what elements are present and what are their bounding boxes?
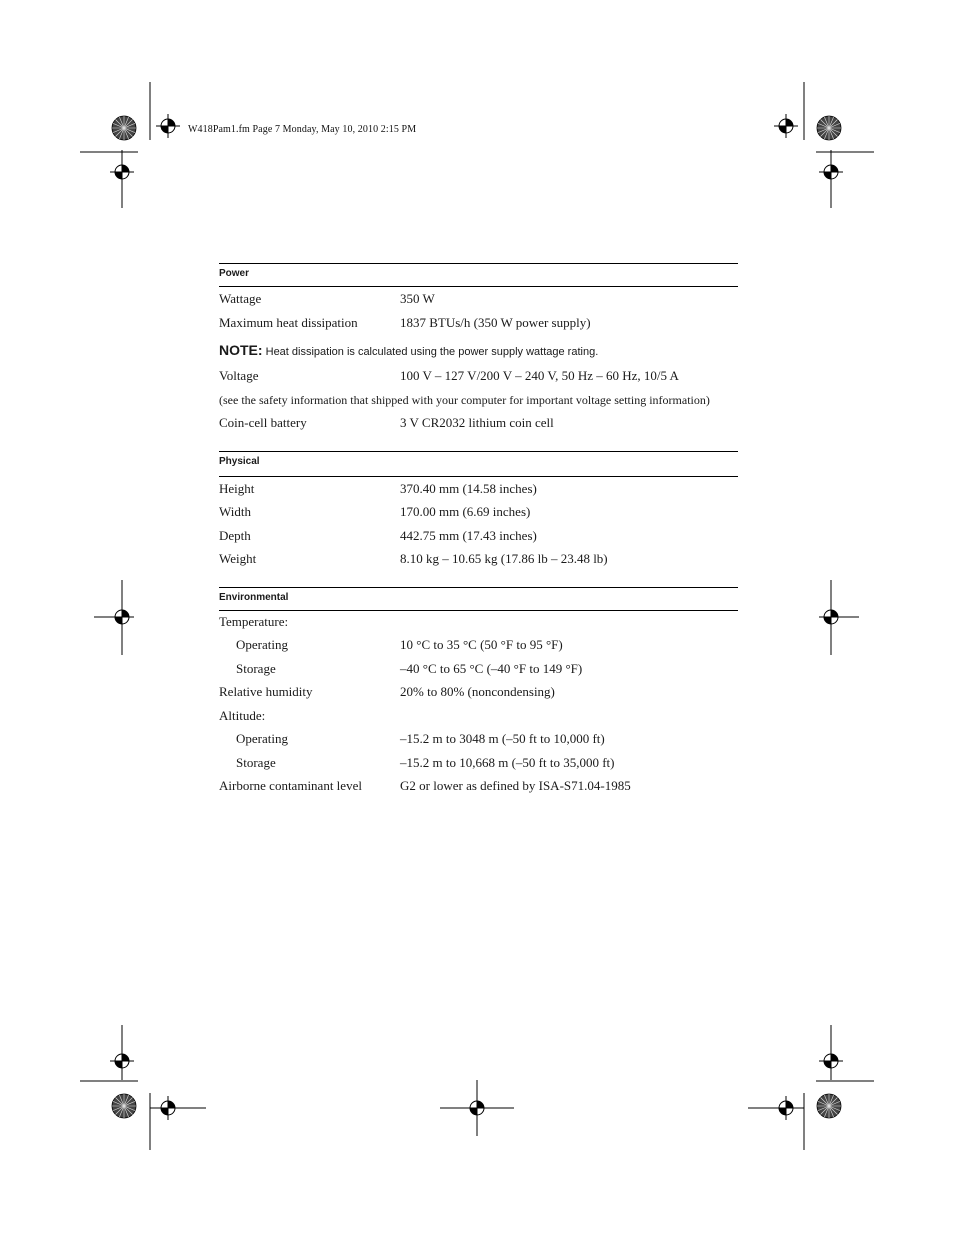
spec-row-height (219, 479, 738, 503)
spec-value: 170.00 mm (6.69 inches) (400, 504, 531, 519)
note-label: NOTE: (219, 342, 263, 358)
spec-value: 442.75 mm (17.43 inches) (400, 527, 537, 543)
spec-label: Coin-cell battery (219, 415, 307, 430)
power-section-title: Power (219, 263, 738, 287)
spec-value: G2 or lower as defined by ISA-S71.04-1985 (400, 778, 631, 793)
spec-label: Temperature: (219, 613, 289, 629)
spec-value: 8.10 kg – 10.65 kg (17.86 lb – 23.48 lb) (400, 551, 608, 566)
file-header: W418Pam1.fm Page 7 Monday, May 10, 2010 2:15 PM (188, 124, 417, 135)
specifications-table (219, 263, 738, 800)
spec-row-heat-dissipation (219, 313, 738, 337)
spec-value: 1837 BTUs/h (350 W power supply) (400, 314, 591, 330)
spec-row-temperature (219, 612, 738, 636)
voltage-safety-note: (see the safety information that shipped with your computer for important voltage setting information) (219, 392, 710, 407)
spec-label: Maximum heat dissipation (219, 314, 358, 330)
spec-row-weight (219, 549, 738, 573)
spec-value: 10 °C to 35 °C (50 °F to 95 °F) (400, 637, 563, 652)
spec-row-altitude-operating (219, 729, 738, 753)
spec-label: Storage (236, 754, 276, 770)
spec-row-relative-humidity (219, 682, 738, 706)
spec-value: 20% to 80% (noncondensing) (400, 684, 555, 699)
power-section (219, 263, 738, 437)
crop-mark-top-left (80, 82, 180, 208)
spec-row-altitude-storage (219, 753, 738, 777)
spec-row-altitude (219, 706, 738, 730)
spec-value: 350 W (400, 291, 435, 306)
spec-value: 3 V CR2032 lithium coin cell (400, 415, 554, 430)
spec-label: Depth (219, 527, 251, 543)
crop-mark-middle-right (819, 580, 859, 655)
spec-label: Relative humidity (219, 684, 313, 699)
spec-label: Altitude: (219, 707, 266, 723)
spec-value: 370.40 mm (14.58 inches) (400, 480, 537, 496)
spec-value: –15.2 m to 3048 m (–50 ft to 10,000 ft) (400, 731, 605, 746)
spec-row-temperature-operating (219, 635, 738, 659)
physical-section-title: Physical (219, 451, 738, 477)
crop-mark-bottom-center (440, 1080, 514, 1136)
physical-section (219, 451, 738, 573)
spec-label: Wattage (219, 291, 262, 306)
spec-value: 100 V – 127 V/200 V – 240 V, 50 Hz – 60 Hz, 10/5 A (400, 368, 679, 383)
spec-row-temperature-storage (219, 659, 738, 683)
crop-mark-top-right (774, 82, 874, 208)
spec-label: Storage (236, 660, 276, 676)
spec-label: Voltage (219, 368, 259, 383)
spec-value: –40 °C to 65 °C (–40 °F to 149 °F) (400, 660, 583, 676)
crop-mark-bottom-left (80, 1025, 206, 1150)
spec-label: Airborne contaminant level (219, 778, 362, 793)
spec-label: Width (219, 504, 251, 519)
crop-mark-middle-left (94, 580, 134, 655)
spec-row-voltage (219, 366, 738, 390)
environmental-section-title: Environmental (219, 587, 738, 611)
note-text: Heat dissipation is calculated using the power supply wattage rating. (262, 346, 599, 358)
crop-mark-bottom-right (748, 1025, 874, 1150)
spec-row-coin-cell-battery (219, 413, 738, 437)
spec-label: Height (219, 480, 255, 496)
spec-value: –15.2 m to 10,668 m (–50 ft to 35,000 ft) (400, 754, 615, 770)
spec-row-airborne-contaminant (219, 776, 738, 800)
spec-row-width (219, 502, 738, 526)
spec-row-wattage (219, 289, 738, 313)
note (219, 336, 738, 366)
spec-label: Weight (219, 551, 257, 566)
spec-label: Operating (236, 637, 288, 652)
spec-label: Operating (236, 731, 288, 746)
spec-row-depth (219, 526, 738, 550)
environmental-section (219, 587, 738, 800)
